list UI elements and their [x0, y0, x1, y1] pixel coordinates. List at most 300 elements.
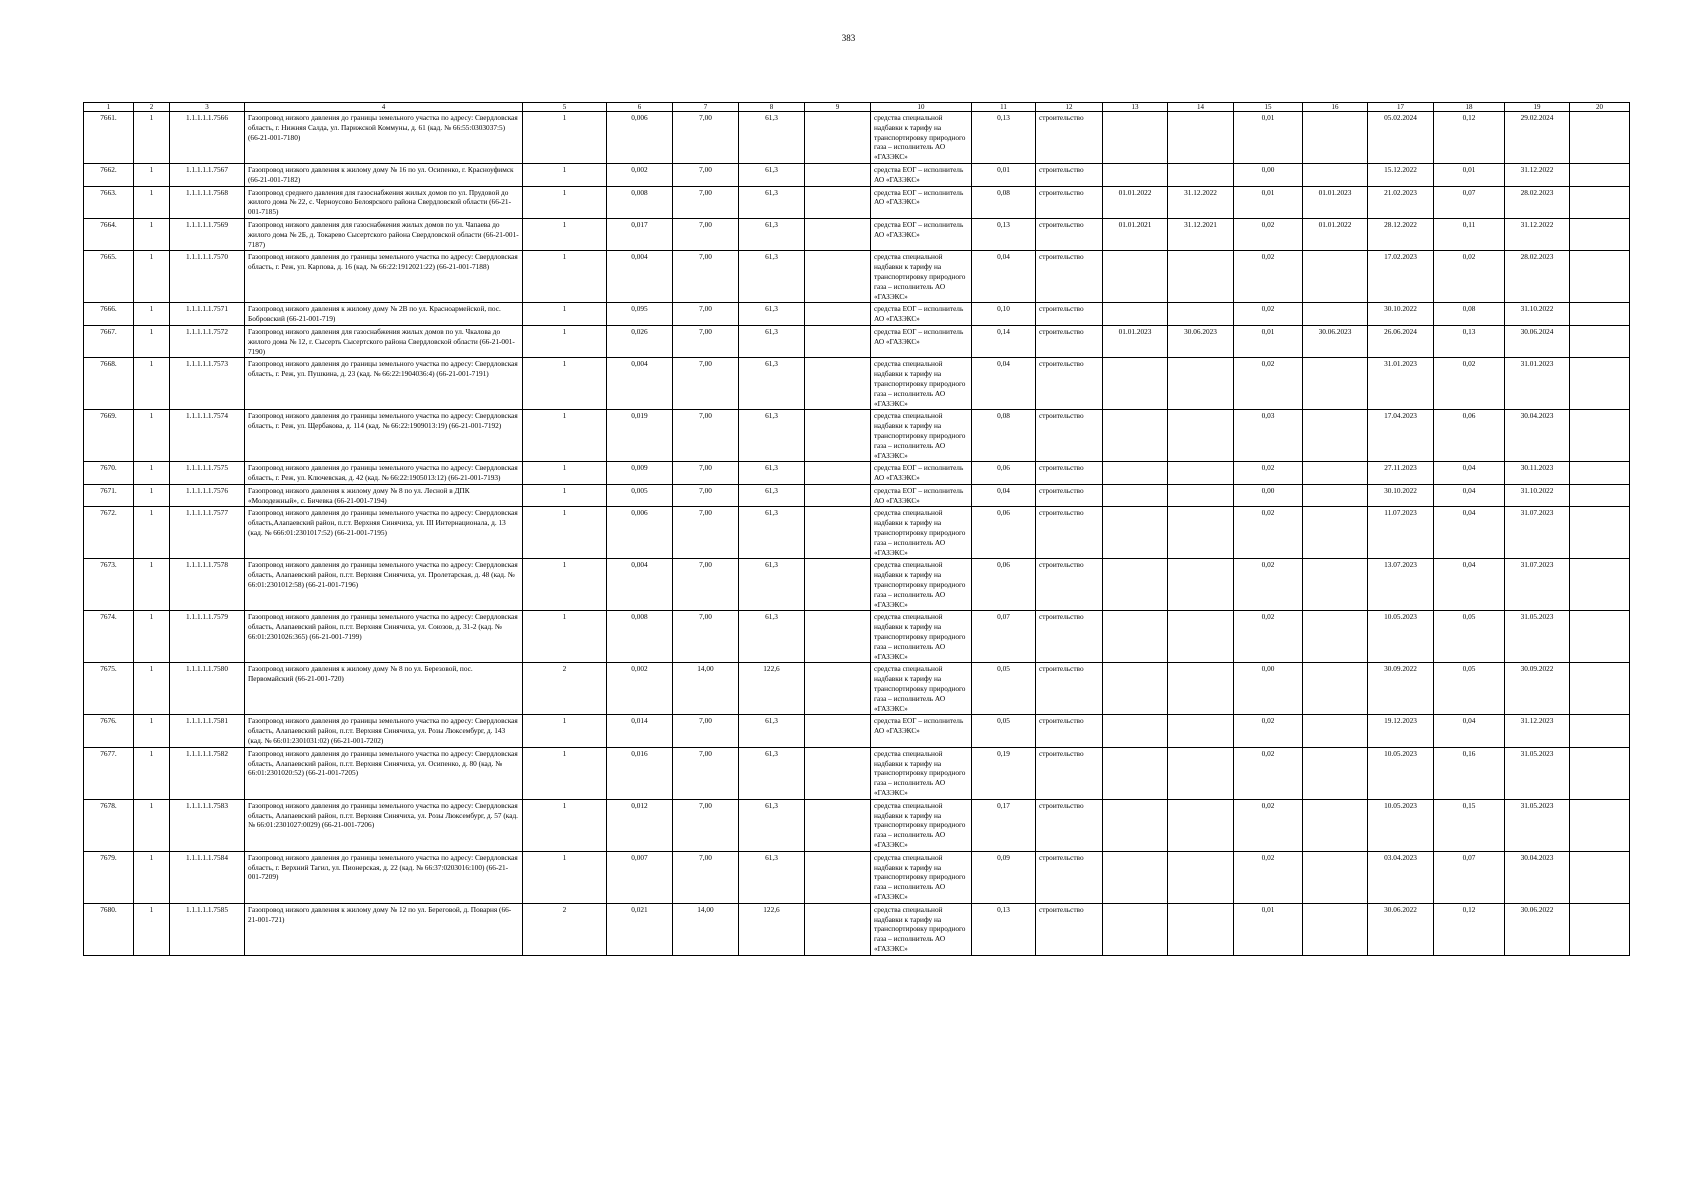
- table-row: [84, 112, 1630, 164]
- cell-col16: [1303, 112, 1368, 164]
- page-number: 383: [841, 33, 856, 43]
- funding-source: средства ЕОГ – исполнитель АО «ГАЗЭКС»: [871, 462, 972, 485]
- cell-col15: 0,02: [1234, 851, 1303, 903]
- object-code: 1.1.1.1.1.7576: [170, 484, 245, 507]
- cell-col9: [805, 218, 871, 250]
- cell-col8: 61,3: [739, 218, 805, 250]
- cell-col7: 7,00: [673, 559, 739, 611]
- cell-completion-date: 30.06.2022: [1505, 903, 1570, 955]
- funding-source: средства ЕОГ – исполнитель АО «ГАЗЭКС»: [871, 163, 972, 186]
- cell-col15: 0,02: [1234, 559, 1303, 611]
- object-code: 1.1.1.1.1.7585: [170, 903, 245, 955]
- cell-col16: [1303, 799, 1368, 851]
- cell-col15: 0,02: [1234, 507, 1303, 559]
- cell-date: 10.05.2023: [1368, 799, 1434, 851]
- cell-col20: [1570, 611, 1630, 663]
- cell-col11: 0,01: [972, 163, 1036, 186]
- cell-end-date: [1168, 747, 1234, 799]
- column-header: 5: [523, 103, 607, 112]
- row-number: 7679.: [84, 851, 134, 903]
- cell-start-date: 01.01.2022: [1103, 186, 1168, 218]
- work-type: строительство: [1036, 325, 1103, 357]
- cell-start-date: [1103, 715, 1168, 747]
- table-row: [84, 163, 1630, 186]
- column-header: 8: [739, 103, 805, 112]
- cell-col18: 0,12: [1434, 903, 1505, 955]
- cell-col15: 0,00: [1234, 484, 1303, 507]
- cell-col9: [805, 358, 871, 410]
- object-description: Газопровод низкого давления до границы земельного участка по адресу: Свердловская область, Алапаевский район, п.г.т. Верхняя Синячиха, ул. Союзов, д. 31-2 (кад. № 66:01:2301026:365) (66-21-001-7199): [245, 611, 523, 663]
- cell-completion-date: 30.04.2023: [1505, 851, 1570, 903]
- cell-col20: [1570, 251, 1630, 303]
- funding-source: средства ЕОГ – исполнитель АО «ГАЗЭКС»: [871, 325, 972, 357]
- cell-col18: 0,02: [1434, 251, 1505, 303]
- funding-source: средства специальной надбавки к тарифу на транспортировку природного газа – исполнитель АО «ГАЗЭКС»: [871, 903, 972, 955]
- cell-col7: 7,00: [673, 218, 739, 250]
- cell-length: 0,006: [607, 112, 673, 164]
- cell-start-date: [1103, 507, 1168, 559]
- cell-length: 0,008: [607, 186, 673, 218]
- cell-col20: [1570, 325, 1630, 357]
- cell-col15: 0,01: [1234, 325, 1303, 357]
- column-header: 11: [972, 103, 1036, 112]
- cell-col15: 0,02: [1234, 799, 1303, 851]
- cell-col2: 1: [134, 663, 170, 715]
- work-type: строительство: [1036, 462, 1103, 485]
- cell-col9: [805, 507, 871, 559]
- cell-col8: 61,3: [739, 163, 805, 186]
- cell-col11: 0,10: [972, 303, 1036, 326]
- cell-length: 0,004: [607, 559, 673, 611]
- cell-length: 0,021: [607, 903, 673, 955]
- cell-start-date: [1103, 484, 1168, 507]
- object-code: 1.1.1.1.1.7567: [170, 163, 245, 186]
- cell-quantity: 1: [523, 611, 607, 663]
- cell-col8: 61,3: [739, 303, 805, 326]
- cell-col2: 1: [134, 799, 170, 851]
- column-header: 18: [1434, 103, 1505, 112]
- cell-col8: 61,3: [739, 484, 805, 507]
- cell-col15: 0,02: [1234, 747, 1303, 799]
- cell-col18: 0,07: [1434, 851, 1505, 903]
- cell-col15: 0,01: [1234, 903, 1303, 955]
- cell-col20: [1570, 462, 1630, 485]
- cell-length: 0,012: [607, 799, 673, 851]
- funding-source: средства специальной надбавки к тарифу на транспортировку природного газа – исполнитель АО «ГАЗЭКС»: [871, 251, 972, 303]
- cell-start-date: [1103, 251, 1168, 303]
- cell-start-date: 01.01.2023: [1103, 325, 1168, 357]
- cell-col20: [1570, 851, 1630, 903]
- cell-completion-date: 28.02.2023: [1505, 186, 1570, 218]
- cell-col2: 1: [134, 747, 170, 799]
- cell-quantity: 1: [523, 218, 607, 250]
- cell-col20: [1570, 747, 1630, 799]
- cell-date: 10.05.2023: [1368, 611, 1434, 663]
- object-code: 1.1.1.1.1.7572: [170, 325, 245, 357]
- cell-col18: 0,04: [1434, 462, 1505, 485]
- row-number: 7666.: [84, 303, 134, 326]
- cell-col20: [1570, 715, 1630, 747]
- cell-col18: 0,02: [1434, 358, 1505, 410]
- cell-end-date: [1168, 112, 1234, 164]
- funding-source: средства ЕОГ – исполнитель АО «ГАЗЭКС»: [871, 484, 972, 507]
- table-row: [84, 559, 1630, 611]
- cell-col18: 0,13: [1434, 325, 1505, 357]
- object-code: 1.1.1.1.1.7566: [170, 112, 245, 164]
- cell-col2: 1: [134, 903, 170, 955]
- funding-source: средства специальной надбавки к тарифу на транспортировку природного газа – исполнитель АО «ГАЗЭКС»: [871, 663, 972, 715]
- object-code: 1.1.1.1.1.7570: [170, 251, 245, 303]
- cell-col2: 1: [134, 186, 170, 218]
- cell-start-date: 01.01.2021: [1103, 218, 1168, 250]
- object-code: 1.1.1.1.1.7575: [170, 462, 245, 485]
- cell-end-date: [1168, 251, 1234, 303]
- cell-col20: [1570, 507, 1630, 559]
- cell-col8: 61,3: [739, 410, 805, 462]
- cell-col7: 7,00: [673, 462, 739, 485]
- cell-col8: 61,3: [739, 186, 805, 218]
- cell-col2: 1: [134, 358, 170, 410]
- cell-date: 19.12.2023: [1368, 715, 1434, 747]
- cell-quantity: 1: [523, 358, 607, 410]
- cell-quantity: 1: [523, 851, 607, 903]
- object-description: Газопровод низкого давления к жилому дому № 2В по ул. Красноармейской, пос. Бобровский (66-21-001-719): [245, 303, 523, 326]
- cell-col11: 0,08: [972, 186, 1036, 218]
- work-type: строительство: [1036, 747, 1103, 799]
- cell-col20: [1570, 799, 1630, 851]
- table-row: [84, 747, 1630, 799]
- row-number: 7668.: [84, 358, 134, 410]
- cell-quantity: 1: [523, 484, 607, 507]
- work-type: строительство: [1036, 484, 1103, 507]
- object-code: 1.1.1.1.1.7577: [170, 507, 245, 559]
- cell-col20: [1570, 112, 1630, 164]
- row-number: 7673.: [84, 559, 134, 611]
- cell-col16: [1303, 462, 1368, 485]
- cell-date: 30.10.2022: [1368, 303, 1434, 326]
- cell-col16: [1303, 410, 1368, 462]
- cell-date: 27.11.2023: [1368, 462, 1434, 485]
- cell-col9: [805, 186, 871, 218]
- cell-length: 0,002: [607, 663, 673, 715]
- work-type: строительство: [1036, 799, 1103, 851]
- cell-start-date: [1103, 799, 1168, 851]
- cell-completion-date: 31.05.2023: [1505, 747, 1570, 799]
- cell-start-date: [1103, 163, 1168, 186]
- cell-length: 0,004: [607, 358, 673, 410]
- cell-col15: 0,02: [1234, 303, 1303, 326]
- cell-date: 30.06.2022: [1368, 903, 1434, 955]
- funding-source: средства ЕОГ – исполнитель АО «ГАЗЭКС»: [871, 186, 972, 218]
- cell-col16: [1303, 559, 1368, 611]
- object-description: Газопровод низкого давления к жилому дому № 8 по ул. Лесной в ДПК «Молодежный», с. Бичевка (66-21-001-7194): [245, 484, 523, 507]
- work-type: строительство: [1036, 358, 1103, 410]
- cell-col8: 61,3: [739, 559, 805, 611]
- work-type: строительство: [1036, 218, 1103, 250]
- table-row: [84, 303, 1630, 326]
- cell-col18: 0,04: [1434, 507, 1505, 559]
- cell-start-date: [1103, 611, 1168, 663]
- row-number: 7664.: [84, 218, 134, 250]
- cell-col2: 1: [134, 611, 170, 663]
- cell-col16: 30.06.2023: [1303, 325, 1368, 357]
- cell-length: 0,095: [607, 303, 673, 326]
- cell-col2: 1: [134, 851, 170, 903]
- column-header: 15: [1234, 103, 1303, 112]
- cell-col16: [1303, 358, 1368, 410]
- cell-col9: [805, 484, 871, 507]
- cell-col7: 7,00: [673, 799, 739, 851]
- cell-col9: [805, 799, 871, 851]
- cell-col18: 0,05: [1434, 611, 1505, 663]
- column-header: 2: [134, 103, 170, 112]
- cell-col2: 1: [134, 112, 170, 164]
- object-code: 1.1.1.1.1.7569: [170, 218, 245, 250]
- object-code: 1.1.1.1.1.7579: [170, 611, 245, 663]
- cell-col16: [1303, 851, 1368, 903]
- cell-quantity: 1: [523, 251, 607, 303]
- cell-end-date: [1168, 851, 1234, 903]
- cell-col20: [1570, 186, 1630, 218]
- cell-col16: [1303, 251, 1368, 303]
- cell-col16: 01.01.2022: [1303, 218, 1368, 250]
- cell-date: 10.05.2023: [1368, 747, 1434, 799]
- cell-length: 0,007: [607, 851, 673, 903]
- cell-col7: 7,00: [673, 484, 739, 507]
- cell-quantity: 1: [523, 410, 607, 462]
- cell-end-date: [1168, 410, 1234, 462]
- cell-col11: 0,07: [972, 611, 1036, 663]
- cell-col7: 7,00: [673, 410, 739, 462]
- object-description: Газопровод низкого давления до границы земельного участка по адресу: Свердловская область, Алапаевский район, п.г.т. Верхняя Синячиха, ул. Осипенко, д. 80 (кад. № 66:01:2301020:52) (66-21-001-7205): [245, 747, 523, 799]
- cell-col8: 61,3: [739, 507, 805, 559]
- cell-col18: 0,06: [1434, 410, 1505, 462]
- work-type: строительство: [1036, 851, 1103, 903]
- cell-col15: 0,03: [1234, 410, 1303, 462]
- cell-col16: [1303, 163, 1368, 186]
- work-type: строительство: [1036, 663, 1103, 715]
- cell-start-date: [1103, 747, 1168, 799]
- cell-col9: [805, 851, 871, 903]
- work-type: строительство: [1036, 163, 1103, 186]
- object-code: 1.1.1.1.1.7571: [170, 303, 245, 326]
- row-number: 7678.: [84, 799, 134, 851]
- cell-quantity: 1: [523, 559, 607, 611]
- cell-col7: 7,00: [673, 325, 739, 357]
- cell-col20: [1570, 484, 1630, 507]
- registry-table: [83, 102, 1630, 956]
- cell-completion-date: 30.04.2023: [1505, 410, 1570, 462]
- cell-completion-date: 31.12.2022: [1505, 163, 1570, 186]
- cell-date: 11.07.2023: [1368, 507, 1434, 559]
- funding-source: средства ЕОГ – исполнитель АО «ГАЗЭКС»: [871, 715, 972, 747]
- cell-col20: [1570, 303, 1630, 326]
- cell-col7: 7,00: [673, 186, 739, 218]
- object-description: Газопровод низкого давления для газоснабжения жилых домов по ул. Чапаева до жилого дома № 2Б, д. Токарево Сысертского района Свердловской области (66-21-001-7187): [245, 218, 523, 250]
- object-description: Газопровод низкого давления до границы земельного участка по адресу: Свердловская область, Алапаевский район, п.г.т. Верхняя Синячиха, ул. Розы Люксембург, д. 57 (кад. № 66:01:2301027:0029) (66-21-001-7206): [245, 799, 523, 851]
- cell-completion-date: 28.02.2023: [1505, 251, 1570, 303]
- cell-col15: 0,02: [1234, 715, 1303, 747]
- cell-end-date: [1168, 484, 1234, 507]
- cell-col2: 1: [134, 484, 170, 507]
- cell-col7: 7,00: [673, 611, 739, 663]
- funding-source: средства специальной надбавки к тарифу на транспортировку природного газа – исполнитель АО «ГАЗЭКС»: [871, 747, 972, 799]
- cell-col8: 122,6: [739, 903, 805, 955]
- cell-col9: [805, 715, 871, 747]
- object-code: 1.1.1.1.1.7580: [170, 663, 245, 715]
- work-type: строительство: [1036, 112, 1103, 164]
- cell-completion-date: 30.09.2022: [1505, 663, 1570, 715]
- cell-col20: [1570, 358, 1630, 410]
- column-header: 9: [805, 103, 871, 112]
- column-header: 10: [871, 103, 972, 112]
- cell-end-date: [1168, 358, 1234, 410]
- cell-col9: [805, 462, 871, 485]
- cell-col7: 7,00: [673, 251, 739, 303]
- cell-col9: [805, 325, 871, 357]
- cell-quantity: 1: [523, 163, 607, 186]
- funding-source: средства специальной надбавки к тарифу на транспортировку природного газа – исполнитель АО «ГАЗЭКС»: [871, 507, 972, 559]
- cell-completion-date: 29.02.2024: [1505, 112, 1570, 164]
- cell-length: 0,005: [607, 484, 673, 507]
- cell-length: 0,006: [607, 507, 673, 559]
- table-row: [84, 663, 1630, 715]
- object-description: Газопровод низкого давления до границы земельного участка по адресу: Свердловская область, Алапаевский район, п.г.т. Верхняя Синячиха, ул. Пролетарская, д. 48 (кад. № 66:01:2301012:58) (66-21-001-7196): [245, 559, 523, 611]
- cell-col18: 0,04: [1434, 715, 1505, 747]
- cell-col18: 0,04: [1434, 559, 1505, 611]
- cell-col20: [1570, 410, 1630, 462]
- cell-col8: 61,3: [739, 851, 805, 903]
- object-description: Газопровод низкого давления к жилому дому № 8 по ул. Березовой, пос. Первомайский (66-21-001-720): [245, 663, 523, 715]
- cell-completion-date: 30.06.2024: [1505, 325, 1570, 357]
- cell-col20: [1570, 218, 1630, 250]
- cell-col20: [1570, 903, 1630, 955]
- table-row: [84, 851, 1630, 903]
- cell-col2: 1: [134, 163, 170, 186]
- cell-completion-date: 31.05.2023: [1505, 611, 1570, 663]
- cell-col16: [1303, 611, 1368, 663]
- table-row: [84, 462, 1630, 485]
- cell-col2: 1: [134, 303, 170, 326]
- cell-col7: 7,00: [673, 358, 739, 410]
- column-header: 4: [245, 103, 523, 112]
- column-header: 1: [84, 103, 134, 112]
- cell-col11: 0,04: [972, 358, 1036, 410]
- work-type: строительство: [1036, 186, 1103, 218]
- cell-col11: 0,05: [972, 663, 1036, 715]
- cell-col7: 7,00: [673, 303, 739, 326]
- funding-source: средства специальной надбавки к тарифу на транспортировку природного газа – исполнитель АО «ГАЗЭКС»: [871, 559, 972, 611]
- row-number: 7677.: [84, 747, 134, 799]
- work-type: строительство: [1036, 559, 1103, 611]
- cell-start-date: [1103, 410, 1168, 462]
- object-code: 1.1.1.1.1.7584: [170, 851, 245, 903]
- funding-source: средства специальной надбавки к тарифу на транспортировку природного газа – исполнитель АО «ГАЗЭКС»: [871, 799, 972, 851]
- cell-date: 17.02.2023: [1368, 251, 1434, 303]
- cell-col15: 0,00: [1234, 663, 1303, 715]
- object-code: 1.1.1.1.1.7581: [170, 715, 245, 747]
- cell-start-date: [1103, 903, 1168, 955]
- cell-end-date: [1168, 663, 1234, 715]
- cell-col9: [805, 163, 871, 186]
- table-row: [84, 358, 1630, 410]
- cell-col11: 0,14: [972, 325, 1036, 357]
- object-code: 1.1.1.1.1.7573: [170, 358, 245, 410]
- table-row: [84, 903, 1630, 955]
- cell-col8: 61,3: [739, 358, 805, 410]
- object-description: Газопровод низкого давления до границы земельного участка по адресу: Свердловская область, г. Реж, ул. Карпова, д. 16 (кад. № 66:22:1912021:22) (66-21-001-7188): [245, 251, 523, 303]
- cell-length: 0,008: [607, 611, 673, 663]
- table-row: [84, 410, 1630, 462]
- cell-length: 0,026: [607, 325, 673, 357]
- work-type: строительство: [1036, 715, 1103, 747]
- cell-date: 17.04.2023: [1368, 410, 1434, 462]
- cell-end-date: [1168, 799, 1234, 851]
- table-row: [84, 799, 1630, 851]
- cell-length: 0,009: [607, 462, 673, 485]
- cell-col8: 122,6: [739, 663, 805, 715]
- object-description: Газопровод низкого давления до границы земельного участка по адресу: Свердловская область, Алапаевский район, п.г.т. Верхняя Синячиха, ул. Розы Люксембург, д. 143 (кад. № 66:01:2301031:02) (66-21-001-7202): [245, 715, 523, 747]
- column-header: 7: [673, 103, 739, 112]
- cell-col8: 61,3: [739, 747, 805, 799]
- cell-col2: 1: [134, 507, 170, 559]
- table-row: [84, 186, 1630, 218]
- cell-col15: 0,02: [1234, 462, 1303, 485]
- row-number: 7665.: [84, 251, 134, 303]
- cell-start-date: [1103, 303, 1168, 326]
- cell-date: 30.09.2022: [1368, 663, 1434, 715]
- cell-col8: 61,3: [739, 611, 805, 663]
- row-number: 7671.: [84, 484, 134, 507]
- cell-col18: 0,05: [1434, 663, 1505, 715]
- cell-col7: 7,00: [673, 163, 739, 186]
- cell-completion-date: 31.05.2023: [1505, 799, 1570, 851]
- cell-quantity: 1: [523, 462, 607, 485]
- cell-col20: [1570, 559, 1630, 611]
- cell-col9: [805, 747, 871, 799]
- cell-date: 03.04.2023: [1368, 851, 1434, 903]
- cell-quantity: 1: [523, 747, 607, 799]
- row-number: 7680.: [84, 903, 134, 955]
- cell-col7: 7,00: [673, 507, 739, 559]
- cell-col16: [1303, 663, 1368, 715]
- cell-date: 13.07.2023: [1368, 559, 1434, 611]
- cell-length: 0,004: [607, 251, 673, 303]
- table-row: [84, 507, 1630, 559]
- cell-col2: 1: [134, 251, 170, 303]
- cell-end-date: 31.12.2021: [1168, 218, 1234, 250]
- cell-col7: 14,00: [673, 903, 739, 955]
- cell-col11: 0,08: [972, 410, 1036, 462]
- cell-quantity: 1: [523, 112, 607, 164]
- row-number: 7674.: [84, 611, 134, 663]
- object-code: 1.1.1.1.1.7582: [170, 747, 245, 799]
- cell-quantity: 1: [523, 186, 607, 218]
- cell-length: 0,002: [607, 163, 673, 186]
- table-row: [84, 611, 1630, 663]
- cell-end-date: [1168, 462, 1234, 485]
- cell-start-date: [1103, 663, 1168, 715]
- cell-col9: [805, 611, 871, 663]
- cell-col11: 0,04: [972, 251, 1036, 303]
- cell-col11: 0,13: [972, 903, 1036, 955]
- cell-col7: 7,00: [673, 747, 739, 799]
- work-type: строительство: [1036, 611, 1103, 663]
- table-row: [84, 715, 1630, 747]
- cell-completion-date: 31.10.2022: [1505, 303, 1570, 326]
- cell-end-date: [1168, 303, 1234, 326]
- object-description: Газопровод низкого давления до границы земельного участка по адресу: Свердловская область, г. Реж, ул. Ключевская, д. 42 (кад. № 66:22:1905013:12) (66-21-001-7193): [245, 462, 523, 485]
